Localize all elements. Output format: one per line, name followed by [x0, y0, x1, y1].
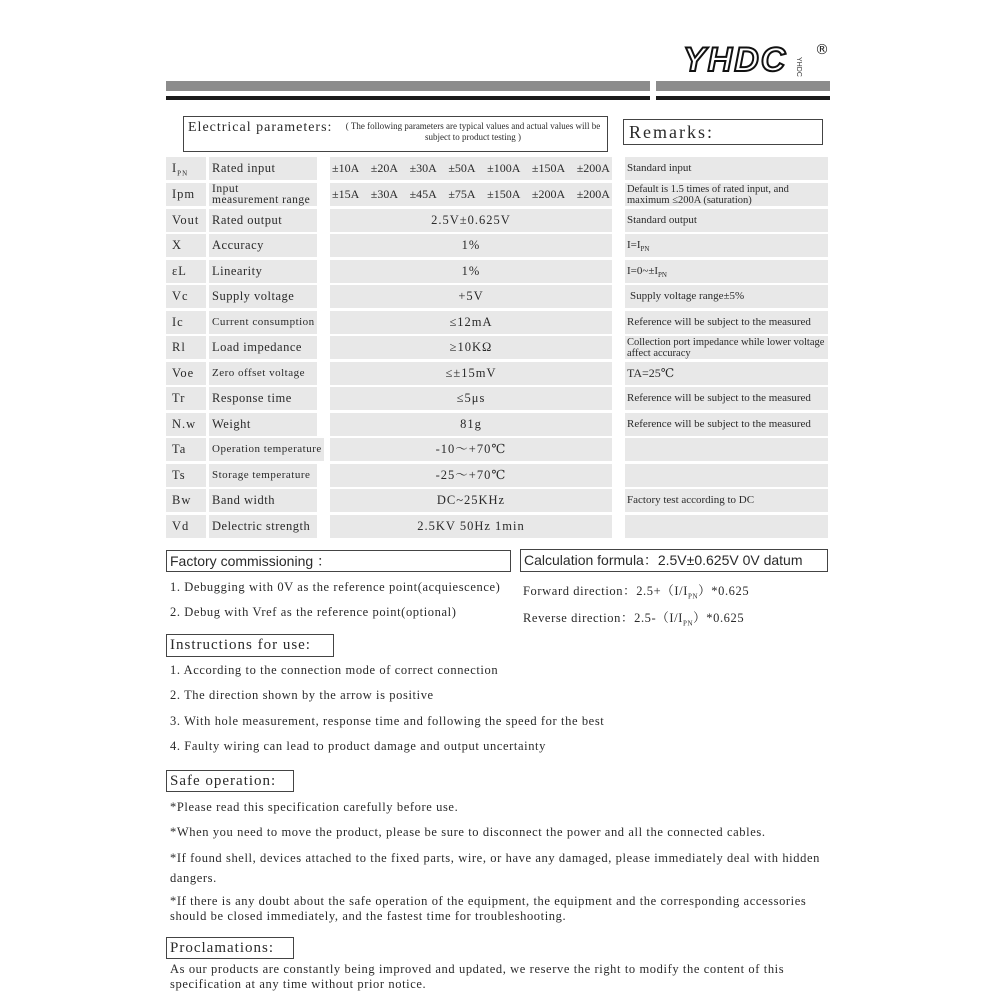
row-value: ≤±15mV [330, 362, 612, 385]
electrical-parameters-note: ( The following parameters are typical values and actual values will be subject to product testing ) [345, 121, 601, 142]
row-symbol: Rl [166, 336, 206, 359]
row-remark: $I=I_{PN}$ [625, 234, 828, 257]
instructions-title: Instructions for use: [166, 634, 334, 657]
row-value: 1% [330, 260, 612, 283]
forward-direction-formula: Forward direction：$2.5+(I/I_{PN})*0.625$ [523, 584, 750, 601]
row-name: Storage temperature [209, 464, 317, 487]
row-remark: Standard input [625, 157, 828, 180]
range-value: ±100A [487, 161, 521, 175]
row-symbol: Vd [166, 515, 206, 538]
range-value: ±20A [370, 161, 399, 175]
row-symbol: X [166, 234, 206, 257]
row-symbol: Bw [166, 489, 206, 512]
row-remark: Default is 1.5 times of rated input, and maximum ≤200A (saturation) [625, 183, 828, 206]
row-remark: Reference will be subject to the measured [625, 311, 828, 334]
row-value: ≤12mA [330, 311, 612, 334]
row-name: Response time [209, 387, 317, 410]
row-remark: Reference will be subject to the measured [625, 413, 828, 436]
row-symbol: N.w [166, 413, 206, 436]
safe-operation-title: Safe operation: [166, 770, 294, 792]
range-value: ±45A [409, 187, 437, 201]
header-bar-black-left [166, 96, 650, 100]
remarks-title: Remarks: [623, 119, 823, 145]
row-name-line1: Input [212, 183, 239, 195]
row-value: 81g [330, 413, 612, 436]
row-name [209, 183, 317, 206]
instruction-item: 4. Faulty wiring can lead to product damage and output uncertainty [170, 739, 546, 753]
row-name: Current consumption [209, 311, 317, 334]
brand-logo: YHDC [683, 41, 788, 79]
row-remark: $I=0\sim\pm I_{PN}$ [625, 260, 828, 283]
row-name: Weight [209, 413, 317, 436]
range-value: ±15A [332, 187, 360, 201]
row-symbol: Ta [166, 438, 206, 461]
instruction-item: 1. According to the connection mode of correct connection [170, 663, 499, 677]
range-value: ±200A [576, 187, 610, 201]
row-remark: Supply voltage range±5% [625, 285, 828, 308]
calculation-formula-title: Calculation formula：2.5V±0.625V 0V datum [520, 549, 828, 572]
row-symbol: Ts [166, 464, 206, 487]
safe-item: *Please read this specification carefully before use. [170, 800, 459, 814]
measurement-range-values [330, 183, 612, 206]
row-symbol: Ic [166, 311, 206, 334]
row-symbol: Ipm [166, 183, 206, 206]
row-symbol: Vout [166, 209, 206, 232]
row-value: -10～+70℃ [330, 438, 612, 461]
row-value: +5V [330, 285, 612, 308]
row-remark: TA=25℃ [625, 362, 828, 385]
row-symbol: $I_{PN}$ [166, 157, 206, 180]
row-remark [625, 515, 828, 538]
rated-input-values [330, 157, 612, 180]
factory-item: 2. Debug with Vref as the reference point(optional) [170, 605, 457, 619]
row-name: Supply voltage [209, 285, 317, 308]
row-name: Operation temperature [209, 438, 324, 461]
range-value: ±50A [448, 161, 476, 175]
safe-item: *When you need to move the product, please be sure to disconnect the power and all the connected cables. [170, 825, 766, 839]
row-value: 2.5KV 50Hz 1min [330, 515, 612, 538]
row-remark: Collection port impedance while lower voltage affect accuracy [625, 336, 828, 359]
row-symbol: Voe [166, 362, 206, 385]
proclamations-text: As our products are constantly being improved and updated, we reserve the right to modify the content of this specification at any time without prior notice. [170, 962, 785, 991]
row-value: ≥10KΩ [330, 336, 612, 359]
factory-commissioning-title: Factory commissioning ： [166, 550, 511, 572]
instruction-item: 3. With hole measurement, response time and following the speed for the best [170, 714, 605, 728]
range-value: ±200A [576, 161, 610, 175]
row-name: Rated input [209, 157, 317, 180]
range-value: ±10A [332, 161, 360, 175]
range-value: ±150A [531, 161, 566, 175]
proclamations-title: Proclamations: [166, 937, 294, 959]
brand-logo-subtext: YHDC [795, 57, 802, 77]
electrical-parameters-header [183, 116, 608, 152]
row-symbol: εL [166, 260, 206, 283]
row-value: 1% [330, 234, 612, 257]
row-symbol: Vc [166, 285, 206, 308]
instruction-item: 2. The direction shown by the arrow is positive [170, 688, 434, 702]
reverse-direction-formula: Reverse direction：$2.5-(I/I_{PN})*0.625$ [523, 611, 745, 628]
range-value: ±30A [409, 161, 437, 175]
row-name: Accuracy [209, 234, 317, 257]
row-remark: Standard output [625, 209, 828, 232]
row-remark: Reference will be subject to the measured [625, 387, 828, 410]
safe-item: *If found shell, devices attached to the fixed parts, wire, or have any damaged, please immediately deal with hidden dangers. [170, 851, 820, 885]
row-symbol: Tr [166, 387, 206, 410]
row-name: Band width [209, 489, 317, 512]
row-name: Load impedance [209, 336, 317, 359]
factory-item: 1. Debugging with 0V as the reference point(acquiescence) [170, 580, 501, 594]
row-name-line2: measurement range [212, 194, 311, 206]
header-bar-gray-right [656, 81, 830, 91]
header-bar-gray-left [166, 81, 650, 91]
range-value: ±200A [531, 187, 566, 201]
row-remark: Factory test according to DC [625, 489, 828, 512]
registered-mark: ® [815, 42, 829, 58]
row-value: DC~25KHz [330, 489, 612, 512]
row-name: Rated output [209, 209, 317, 232]
row-value: ≤5μs [330, 387, 612, 410]
header-bar-black-right [656, 96, 830, 100]
row-remark [625, 464, 828, 487]
row-name: Delectric strength [209, 515, 317, 538]
range-value: ±150A [487, 187, 521, 201]
row-name: Linearity [209, 260, 317, 283]
row-name: Zero offset voltage [209, 362, 317, 385]
row-value: -25～+70℃ [330, 464, 612, 487]
row-remark [625, 438, 828, 461]
range-value: ±30A [370, 187, 399, 201]
row-value: 2.5V±0.625V [330, 209, 612, 232]
safe-item: *If there is any doubt about the safe operation of the equipment, the equipment and the corresponding accessories should be closed immediately, and the fastest time for troubleshooting. [170, 894, 807, 923]
range-value: ±75A [448, 187, 476, 201]
electrical-parameters-title: Electrical parameters: [188, 120, 333, 135]
